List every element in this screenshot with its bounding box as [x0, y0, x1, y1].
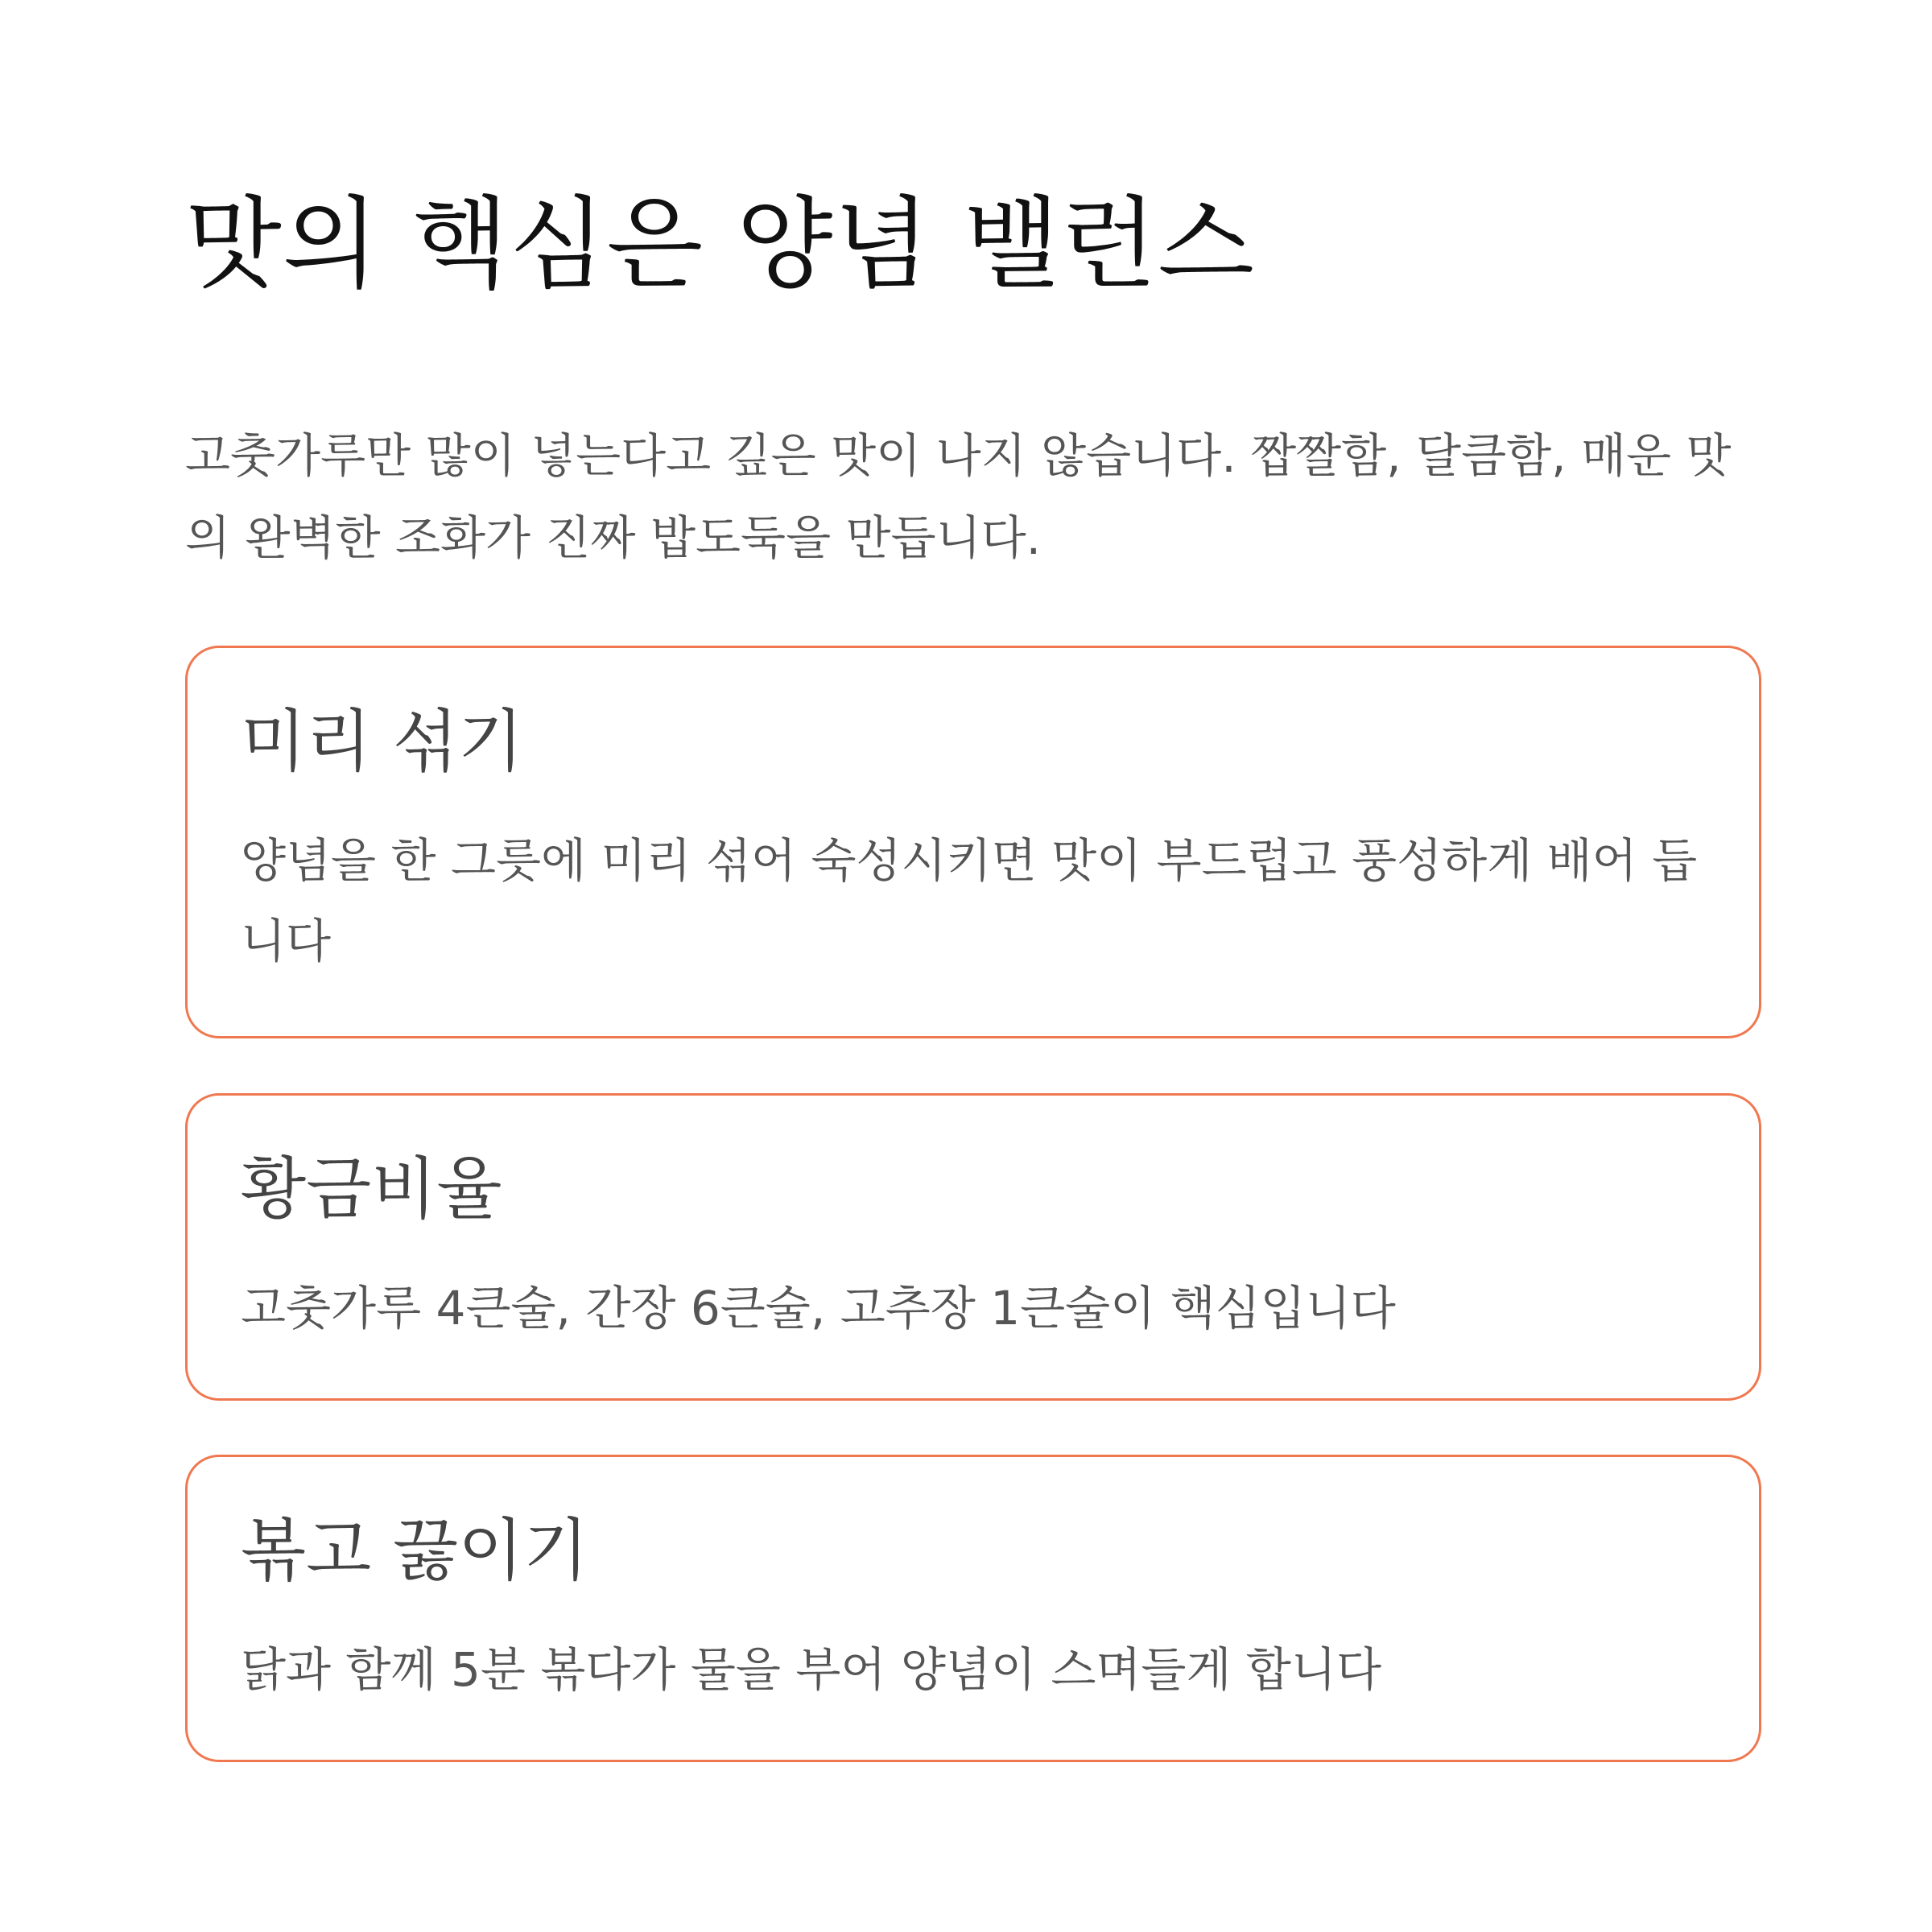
card-title: 볶고 끓이기 [241, 1511, 589, 1590]
page-title: 맛의 핵심은 양념 밸런스 [185, 187, 1256, 303]
tip-card-golden-ratio [185, 1093, 1761, 1401]
content-section [185, 185, 1761, 1697]
tip-card-stir-fry-simmer [185, 1455, 1761, 1762]
card-description: 닭과 함께 5분 볶다가 물을 부어 양념이 스며들게 합니다 [241, 1642, 1382, 1697]
card-description: 양념을 한 그릇에 미리 섞어 숙성시키면 맛이 부드럽고 풍성하게 배어 듭니다 [241, 833, 1698, 968]
tip-card-premix [185, 646, 1761, 1038]
intro-paragraph: 고춧가루만 많이 넣는다고 깊은 맛이 나지 않습니다. 짭짤함, 달큼함, 매운 맛의 완벽한 조화가 진짜 밥도둑을 만듭니다. [185, 428, 1732, 565]
card-title: 미리 섞기 [241, 702, 524, 781]
card-title: 황금비율 [241, 1150, 502, 1228]
card-description: 고춧가루 4큰술, 간장 6큰술, 고추장 1큰술이 핵심입니다 [241, 1281, 1396, 1335]
